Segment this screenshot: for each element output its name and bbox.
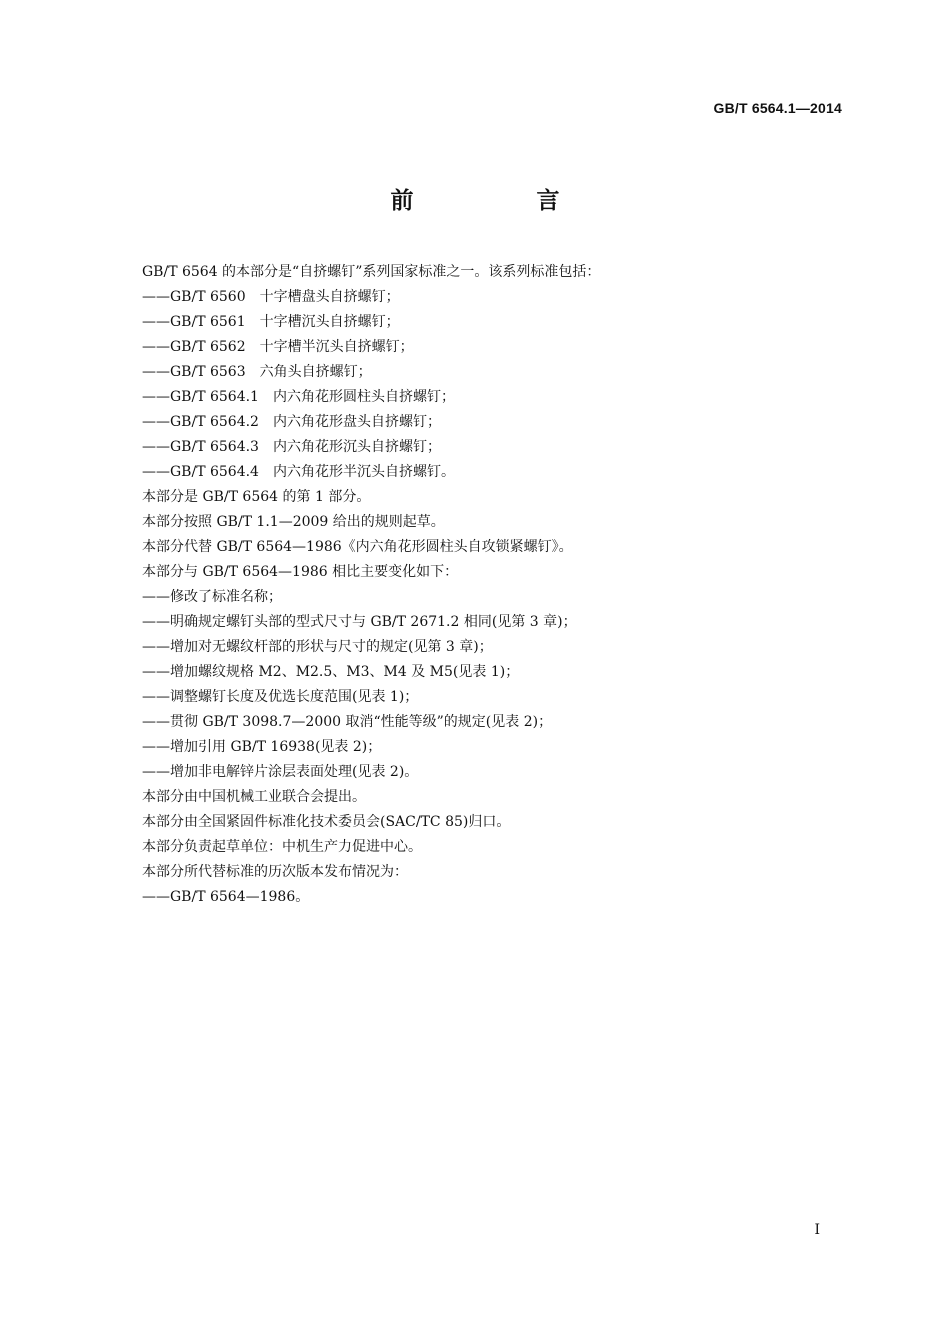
list-item: ——增加引用 GB/T 16938(见表 2)；: [142, 739, 382, 755]
paragraph-line: 本部分由全国紧固件标准化技术委员会(SAC/TC 85)归口。: [142, 814, 511, 830]
paragraph-line: 本部分由中国机械工业联合会提出。: [142, 789, 366, 805]
list-item: ——明确规定螺钉头部的型式尺寸与 GB/T 2671.2 相同(见第 3 章)；: [142, 614, 577, 630]
list-item: ——GB/T 6564—1986。: [142, 889, 310, 905]
paragraph-line: 本部分负责起草单位：中机生产力促进中心。: [142, 839, 422, 855]
list-item: ——GB/T 6563 六角头自挤螺钉；: [142, 364, 372, 380]
paragraph-line: 本部分所代替标准的历次版本发布情况为：: [142, 864, 408, 880]
paragraph-line: GB/T 6564 的本部分是“自挤螺钉”系列国家标准之一。该系列标准包括：: [142, 264, 601, 280]
paragraph-line: 本部分代替 GB/T 6564—1986《内六角花形圆柱头自攻锁紧螺钉》。: [142, 539, 573, 555]
list-item: ——GB/T 6564.3 内六角花形沉头自挤螺钉；: [142, 439, 441, 455]
list-item: ——贯彻 GB/T 3098.7—2000 取消“性能等级”的规定(见表 2)；: [142, 714, 553, 730]
list-item: ——GB/T 6562 十字槽半沉头自挤螺钉；: [142, 339, 414, 355]
page-title: 前 言: [390, 188, 610, 214]
page-number: I: [814, 1222, 820, 1238]
standard-code-header: GB/T 6564.1—2014: [713, 100, 842, 116]
list-item: ——GB/T 6564.2 内六角花形盘头自挤螺钉；: [142, 414, 441, 430]
paragraph-line: 本部分是 GB/T 6564 的第 1 部分。: [142, 489, 371, 505]
list-item: ——GB/T 6564.1 内六角花形圆柱头自挤螺钉；: [142, 389, 455, 405]
list-item: ——GB/T 6561 十字槽沉头自挤螺钉；: [142, 314, 400, 330]
paragraph-line: 本部分与 GB/T 6564—1986 相比主要变化如下：: [142, 564, 459, 580]
list-item: ——GB/T 6560 十字槽盘头自挤螺钉；: [142, 289, 400, 305]
paragraph-line: 本部分按照 GB/T 1.1—2009 给出的规则起草。: [142, 514, 445, 530]
list-item: ——GB/T 6564.4 内六角花形半沉头自挤螺钉。: [142, 464, 455, 480]
list-item: ——增加对无螺纹杆部的形状与尺寸的规定(见第 3 章)；: [142, 639, 493, 655]
foreword-body: [142, 260, 842, 910]
list-item: ——增加非电解锌片涂层表面处理(见表 2)。: [142, 764, 419, 780]
list-item: ——增加螺纹规格 M2、M2.5、M3、M4 及 M5(见表 1)；: [142, 664, 520, 680]
list-item: ——调整螺钉长度及优选长度范围(见表 1)；: [142, 689, 419, 705]
list-item: ——修改了标准名称；: [142, 589, 282, 605]
